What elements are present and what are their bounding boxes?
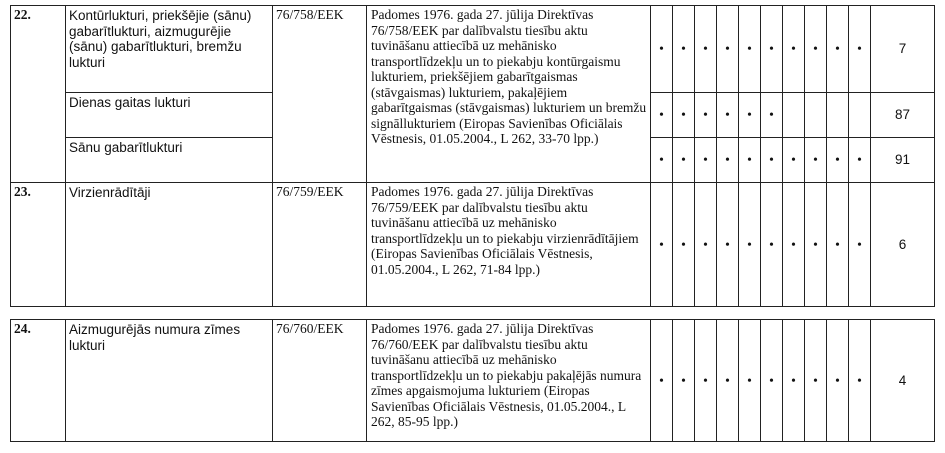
mark-cell: • xyxy=(761,183,783,307)
mark-cell: • xyxy=(673,138,695,183)
mark-cell: • xyxy=(761,93,783,138)
directive-code: 76/760/EEK xyxy=(273,320,367,442)
item-name: Virzienrādītāji xyxy=(66,183,273,307)
mark-cell: • xyxy=(783,183,805,307)
mark-cell: • xyxy=(717,6,739,93)
mark-cell: • xyxy=(761,6,783,93)
mark-cell: • xyxy=(739,320,761,442)
item-name: Aizmugurējās numura zīmes lukturi xyxy=(66,320,273,442)
row-number: 23. xyxy=(11,183,66,307)
mark-cell: • xyxy=(849,138,871,183)
mark-cell: • xyxy=(805,320,827,442)
mark-cell: • xyxy=(783,6,805,93)
mark-cell: • xyxy=(783,320,805,442)
mark-cell: • xyxy=(673,93,695,138)
mark-cell: • xyxy=(739,6,761,93)
mark-cell: • xyxy=(739,183,761,307)
table-row-23 xyxy=(11,183,935,307)
directive-description: Padomes 1976. gada 27. jūlija Direktīvas 76/760/EEK par dalībvalstu tiesību aktu tuvināšanu attiecībā uz mehānisko transportlīdzekļu un to piekabju pakaļējās numura zīmes apgaismojuma lukturiem (Eiropas Savienības Oficiālais Vēstnesis, 01.05.2004., L 262, 85-95 lpp.) xyxy=(367,320,651,442)
mark-cell: • xyxy=(651,93,673,138)
row-number: 24. xyxy=(11,320,66,442)
mark-cell: • xyxy=(739,138,761,183)
mark-cell: • xyxy=(695,320,717,442)
mark-cell: • xyxy=(695,93,717,138)
mark-cell: • xyxy=(695,183,717,307)
item-name: Dienas gaitas lukturi xyxy=(66,93,273,138)
count-cell: 87 xyxy=(871,93,935,138)
approval-table-part-1 xyxy=(10,5,935,307)
mark-cell: • xyxy=(805,6,827,93)
mark-cell xyxy=(805,93,827,138)
mark-cell: • xyxy=(805,138,827,183)
mark-cell: • xyxy=(717,183,739,307)
mark-cell: • xyxy=(761,320,783,442)
count-cell: 7 xyxy=(871,6,935,93)
row-number: 22. xyxy=(11,6,66,183)
mark-cell: • xyxy=(651,138,673,183)
mark-cell: • xyxy=(651,183,673,307)
mark-cell: • xyxy=(673,6,695,93)
mark-cell: • xyxy=(717,93,739,138)
mark-cell xyxy=(827,93,849,138)
approval-table-part-2 xyxy=(10,319,935,442)
mark-cell: • xyxy=(827,138,849,183)
mark-cell: • xyxy=(805,183,827,307)
mark-cell: • xyxy=(849,320,871,442)
count-cell: 91 xyxy=(871,138,935,183)
mark-cell: • xyxy=(717,320,739,442)
mark-cell xyxy=(783,93,805,138)
mark-cell: • xyxy=(827,183,849,307)
item-name: Sānu gabarītlukturi xyxy=(66,138,273,183)
directive-code: 76/759/EEK xyxy=(273,183,367,307)
mark-cell: • xyxy=(761,138,783,183)
mark-cell xyxy=(849,93,871,138)
mark-cell: • xyxy=(827,6,849,93)
item-name: Kontūrlukturi, priekšējie (sānu) gabarītlukturi, aizmugurējie (sānu) gabarītlukturi, bremžu lukturi xyxy=(66,6,273,93)
mark-cell: • xyxy=(673,183,695,307)
count-cell: 4 xyxy=(871,320,935,442)
table-row-24 xyxy=(11,320,935,442)
mark-cell: • xyxy=(695,6,717,93)
mark-cell: • xyxy=(695,138,717,183)
directive-description: Padomes 1976. gada 27. jūlija Direktīvas 76/759/EEK par dalībvalstu tiesību aktu tuvināšanu attiecībā uz mehānisko transportlīdzekļu un to piekabju virzienrādītājiem (Eiropas Savienības Oficiālais Vēstnesis, 01.05.2004., L 262, 71-84 lpp.) xyxy=(367,183,651,307)
directive-code: 76/758/EEK xyxy=(273,6,367,183)
mark-cell: • xyxy=(651,6,673,93)
mark-cell: • xyxy=(673,320,695,442)
directive-description: Padomes 1976. gada 27. jūlija Direktīvas 76/758/EEK par dalībvalstu tiesību aktu tuvināšanu attiecībā uz mehānisko transportlīdzekļu un to piekabju kontūrgaismu lukturiem, priekšējiem gabarītgaismas (stāvgaismas) lukturiem, pakaļējiem gabarītgaismas (stāvgaismas) lukturiem un bremžu signāllukturiem (Eiropas Savienības Oficiālais Vēstnesis, 01.05.2004., L 262, 33-70 lpp.) xyxy=(367,6,651,183)
count-cell: 6 xyxy=(871,183,935,307)
table-row-22-contour-lamps xyxy=(11,6,935,93)
mark-cell: • xyxy=(849,6,871,93)
mark-cell: • xyxy=(849,183,871,307)
mark-cell: • xyxy=(651,320,673,442)
mark-cell: • xyxy=(783,138,805,183)
mark-cell: • xyxy=(717,138,739,183)
mark-cell: • xyxy=(739,93,761,138)
mark-cell: • xyxy=(827,320,849,442)
